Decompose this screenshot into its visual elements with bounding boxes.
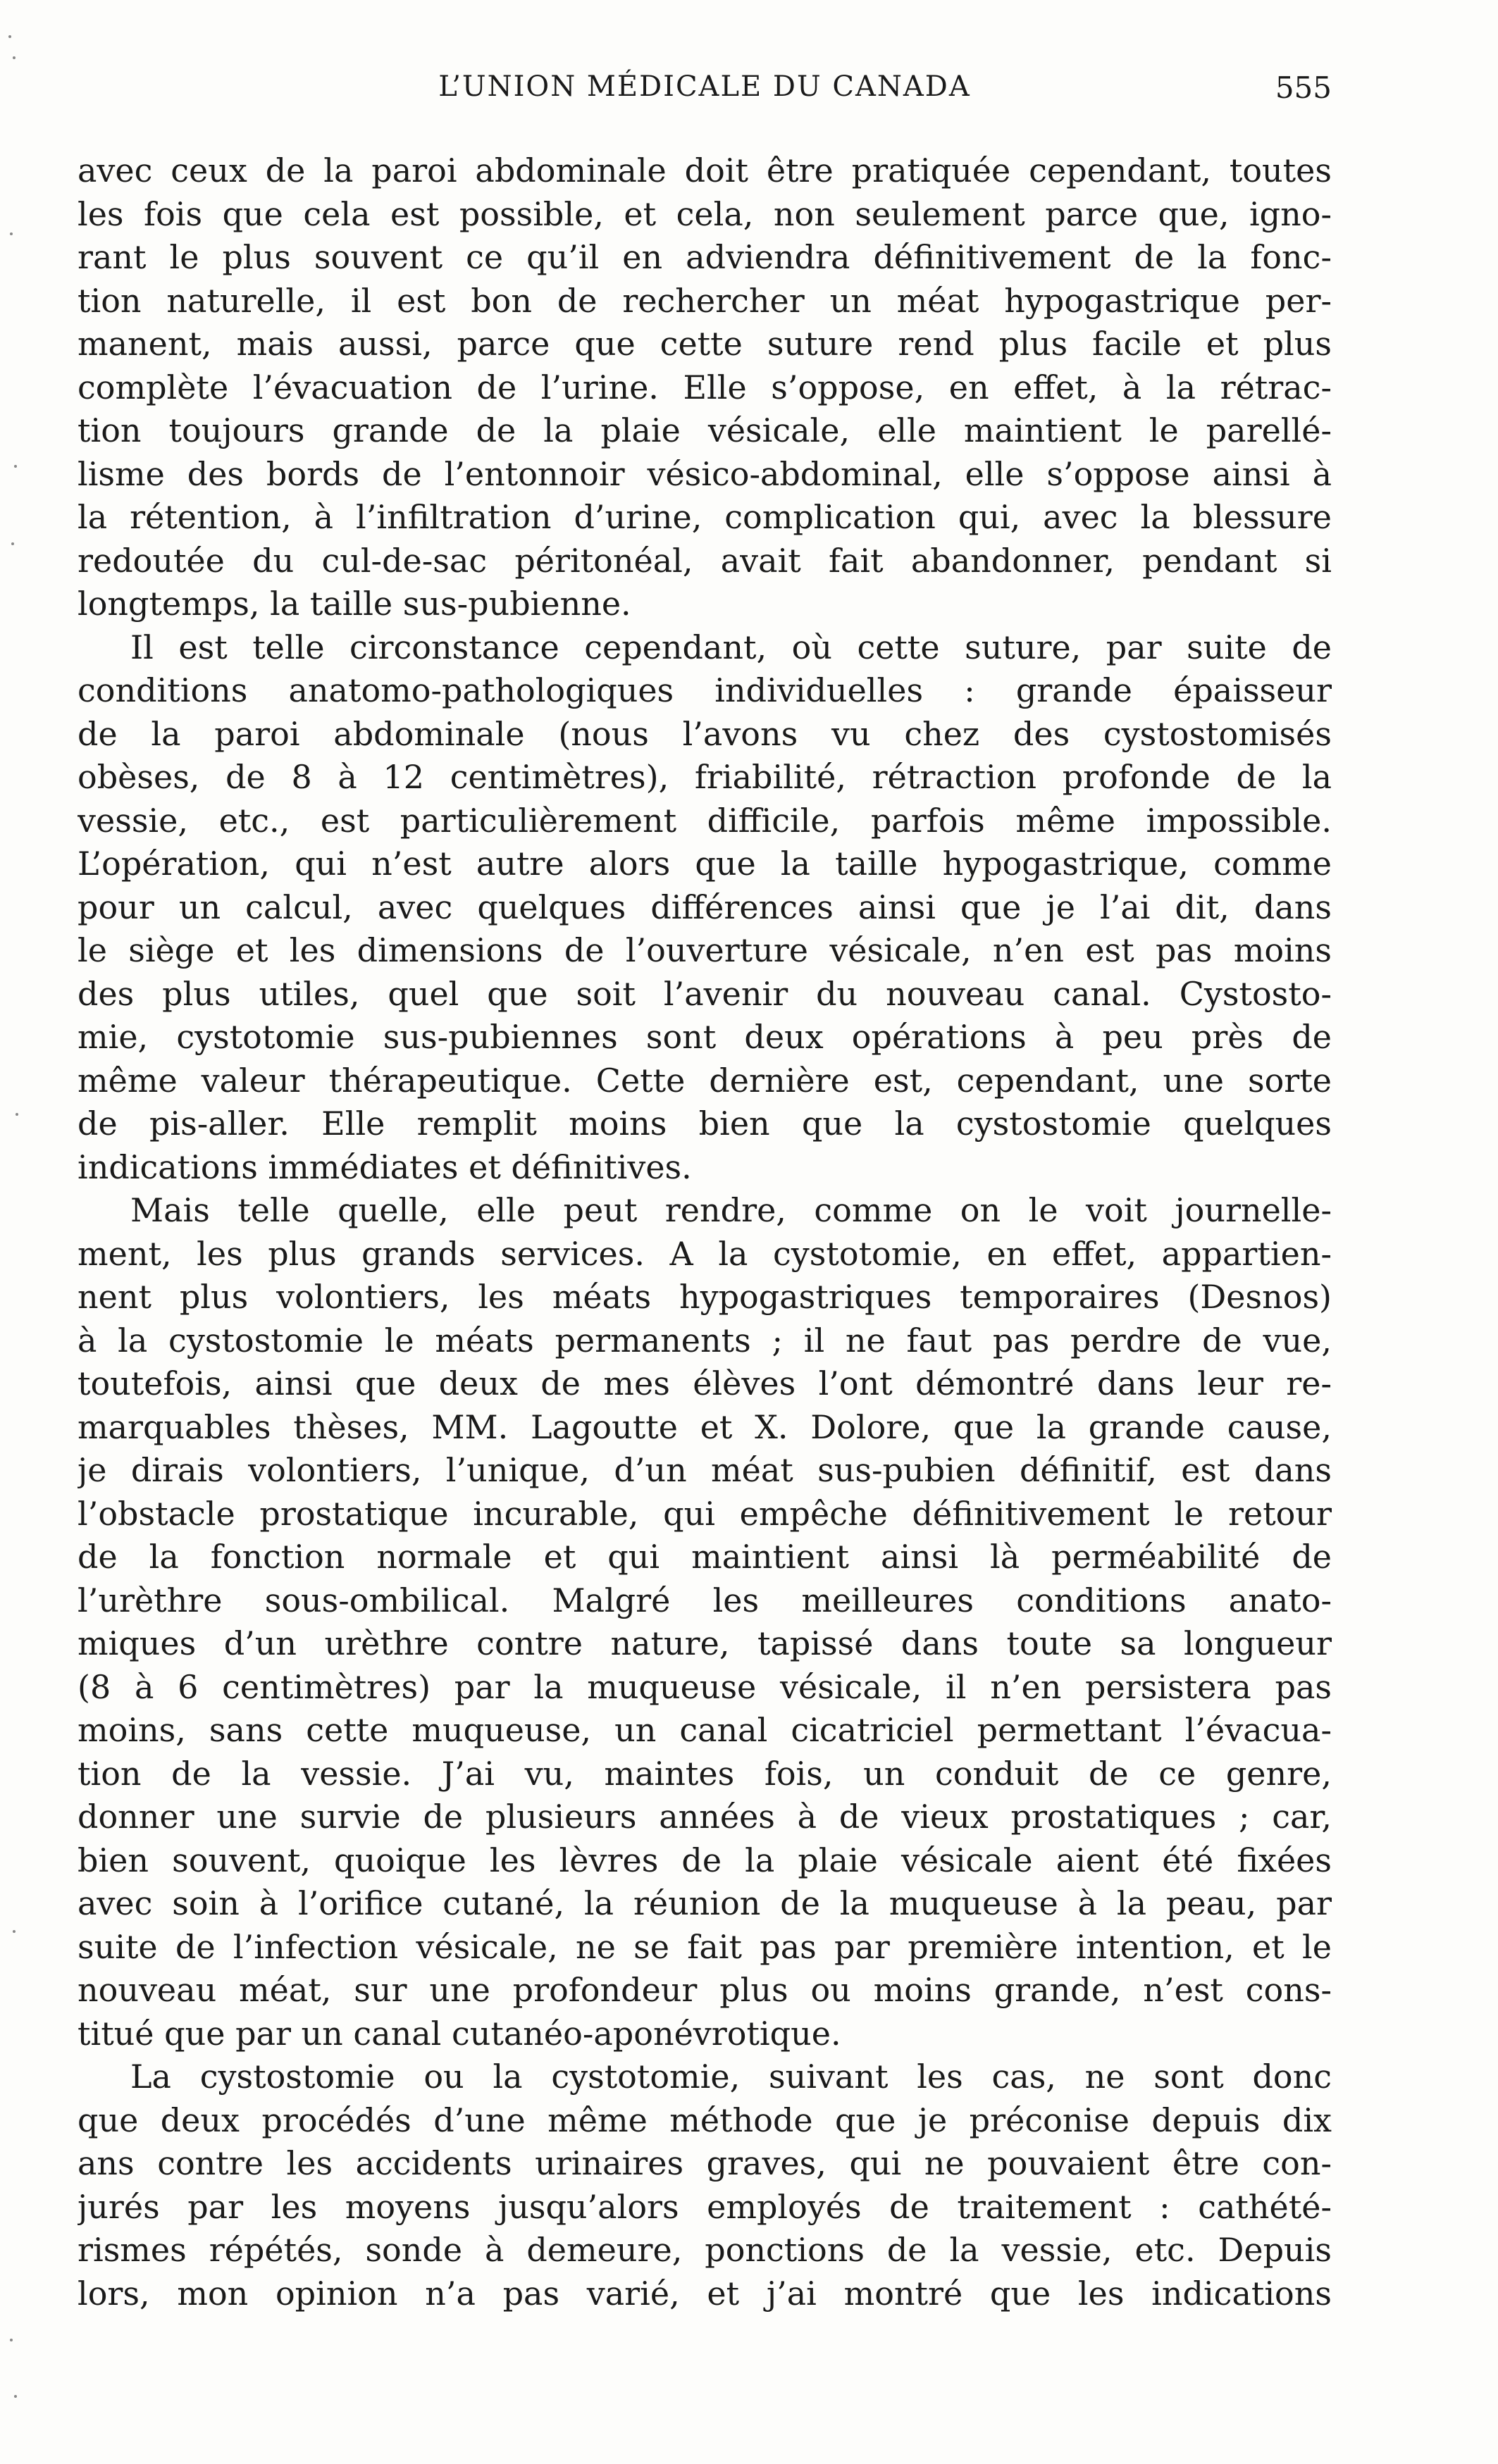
text-line: avec soin à l’orifice cutané, la réunion de la muqueuse à la peau, par: [78, 1884, 1332, 1922]
speck: [14, 2395, 17, 2398]
text-line: de la paroi abdominale (nous l’avons vu chez des cystostomisés: [78, 714, 1332, 753]
speck: [11, 542, 14, 545]
text-line: je dirais volontiers, l’unique, d’un méat sus-pubien définitif, est dans: [78, 1451, 1332, 1489]
text-line: L’opération, qui n’est autre alors que la taille hypogastrique, comme: [78, 845, 1332, 883]
text-line: nouveau méat, sur une profondeur plus ou moins grande, n’est cons-: [78, 1971, 1332, 2009]
text-line: indications immédiates et définitives.: [78, 1147, 692, 1186]
text-line: avec ceux de la paroi abdominale doit être pratiquée cependant, toutes: [78, 151, 1332, 189]
text-line: des plus utiles, quel que soit l’avenir du nouveau canal. Cystosto-: [78, 974, 1332, 1013]
text-line: obèses, de 8 à 12 centimètres), friabilité, rétraction profonde de la: [78, 758, 1332, 796]
text-line: l’obstacle prostatique incurable, qui empêche définitivement le retour: [78, 1494, 1332, 1533]
speck: [13, 1930, 16, 1933]
text-line: tion toujours grande de la plaie vésicale, elle maintient le parellé-: [78, 411, 1332, 449]
text-line: rant le plus souvent ce qu’il en adviendra définitivement de la fonc-: [78, 238, 1332, 276]
text-line: de la fonction normale et qui maintient ainsi là perméabilité de: [78, 1538, 1332, 1576]
page-header: [78, 70, 1332, 120]
speck: [10, 232, 13, 235]
text-line: marquables thèses, MM. Lagoutte et X. Dolore, que la grande cause,: [78, 1407, 1332, 1446]
speck: [14, 465, 17, 468]
text-line: nent plus volontiers, les méats hypogastriques temporaires (Desnos): [78, 1278, 1332, 1316]
text-line: de pis-aller. Elle remplit moins bien que la cystostomie quelques: [78, 1105, 1332, 1143]
text-line: à la cystostomie le méats permanents ; il ne faut pas perdre de vue,: [78, 1321, 1332, 1359]
text-line: suite de l’infection vésicale, ne se fait pas par première intention, et le: [78, 1927, 1332, 1966]
text-line: redoutée du cul-de-sac péritonéal, avait fait abandonner, pendant si: [78, 541, 1332, 580]
text-line: même valeur thérapeutique. Cette dernière est, cependant, une sorte: [78, 1061, 1332, 1100]
text-line: titué que par un canal cutanéo-aponévrotique.: [78, 2014, 841, 2053]
text-line: tion naturelle, il est bon de rechercher un méat hypogastrique per-: [78, 281, 1332, 320]
body-text: [78, 149, 1332, 2315]
margin-specks: [6, 28, 27, 2423]
text-line: donner une survie de plusieurs années à de vieux prostatiques ; car,: [78, 1798, 1332, 1836]
text-line: longtemps, la taille sus-pubienne.: [78, 585, 631, 623]
text-line: ment, les plus grands services. A la cystotomie, en effet, appartien-: [78, 1234, 1332, 1273]
text-line: rismes répétés, sonde à demeure, ponctions de la vessie, etc. Depuis: [78, 2231, 1332, 2269]
text-line: ans contre les accidents urinaires graves, qui ne pouvaient être con-: [78, 2144, 1332, 2182]
text-line: moins, sans cette muqueuse, un canal cicatriciel permettant l’évacua-: [78, 1711, 1332, 1749]
text-line: tion de la vessie. J’ai vu, maintes fois, un conduit de ce genre,: [78, 1754, 1332, 1793]
speck: [13, 56, 16, 59]
text-line: toutefois, ainsi que deux de mes élèves l’ont démontré dans leur re-: [78, 1364, 1332, 1402]
text-line: La cystostomie ou la cystotomie, suivant les cas, ne sont donc: [130, 2058, 1332, 2096]
text-line: manent, mais aussi, parce que cette suture rend plus facile et plus: [78, 325, 1332, 363]
page-number: 555: [1275, 70, 1332, 105]
text-line: (8 à 6 centimètres) par la muqueuse vésicale, il n’en persistera pas: [78, 1667, 1332, 1706]
text-line: que deux procédés d’une même méthode que je préconise depuis dix: [78, 2101, 1332, 2139]
text-line: jurés par les moyens jusqu’alors employés de traitement : cathété-: [78, 2187, 1332, 2226]
speck: [8, 35, 11, 38]
text-line: mie, cystotomie sus-pubiennes sont deux opérations à peu près de: [78, 1018, 1332, 1056]
speck: [16, 1113, 18, 1116]
text-line: bien souvent, quoique les lèvres de la plaie vésicale aient été fixées: [78, 1841, 1332, 1879]
text-line: le siège et les dimensions de l’ouverture vésicale, n’en est pas moins: [78, 931, 1332, 969]
text-line: Mais telle quelle, elle peut rendre, comme on le voit journelle-: [130, 1191, 1332, 1229]
text-line: vessie, etc., est particulièrement difficile, parfois même impossible.: [78, 801, 1332, 840]
text-line: miques d’un urèthre contre nature, tapissé dans toute sa longueur: [78, 1624, 1332, 1662]
text-line: l’urèthre sous-ombilical. Malgré les meilleures conditions anato-: [78, 1581, 1332, 1619]
running-title: L’UNION MÉDICALE DU CANADA: [438, 70, 971, 103]
text-line: lors, mon opinion n’a pas varié, et j’ai montré que les indications: [78, 2274, 1332, 2313]
text-line: pour un calcul, avec quelques différences ainsi que je l’ai dit, dans: [78, 888, 1332, 926]
speck: [10, 2339, 13, 2341]
text-line: lisme des bords de l’entonnoir vésico-abdominal, elle s’oppose ainsi à: [78, 454, 1332, 493]
text-line: les fois que cela est possible, et cela, non seulement parce que, igno-: [78, 194, 1332, 233]
text-line: conditions anatomo-pathologiques individuelles : grande épaisseur: [78, 671, 1332, 709]
text-line: la rétention, à l’infiltration d’urine, complication qui, avec la blessure: [78, 498, 1332, 536]
text-line: Il est telle circonstance cependant, où cette suture, par suite de: [130, 628, 1332, 666]
text-line: complète l’évacuation de l’urine. Elle s’oppose, en effet, à la rétrac-: [78, 368, 1332, 406]
